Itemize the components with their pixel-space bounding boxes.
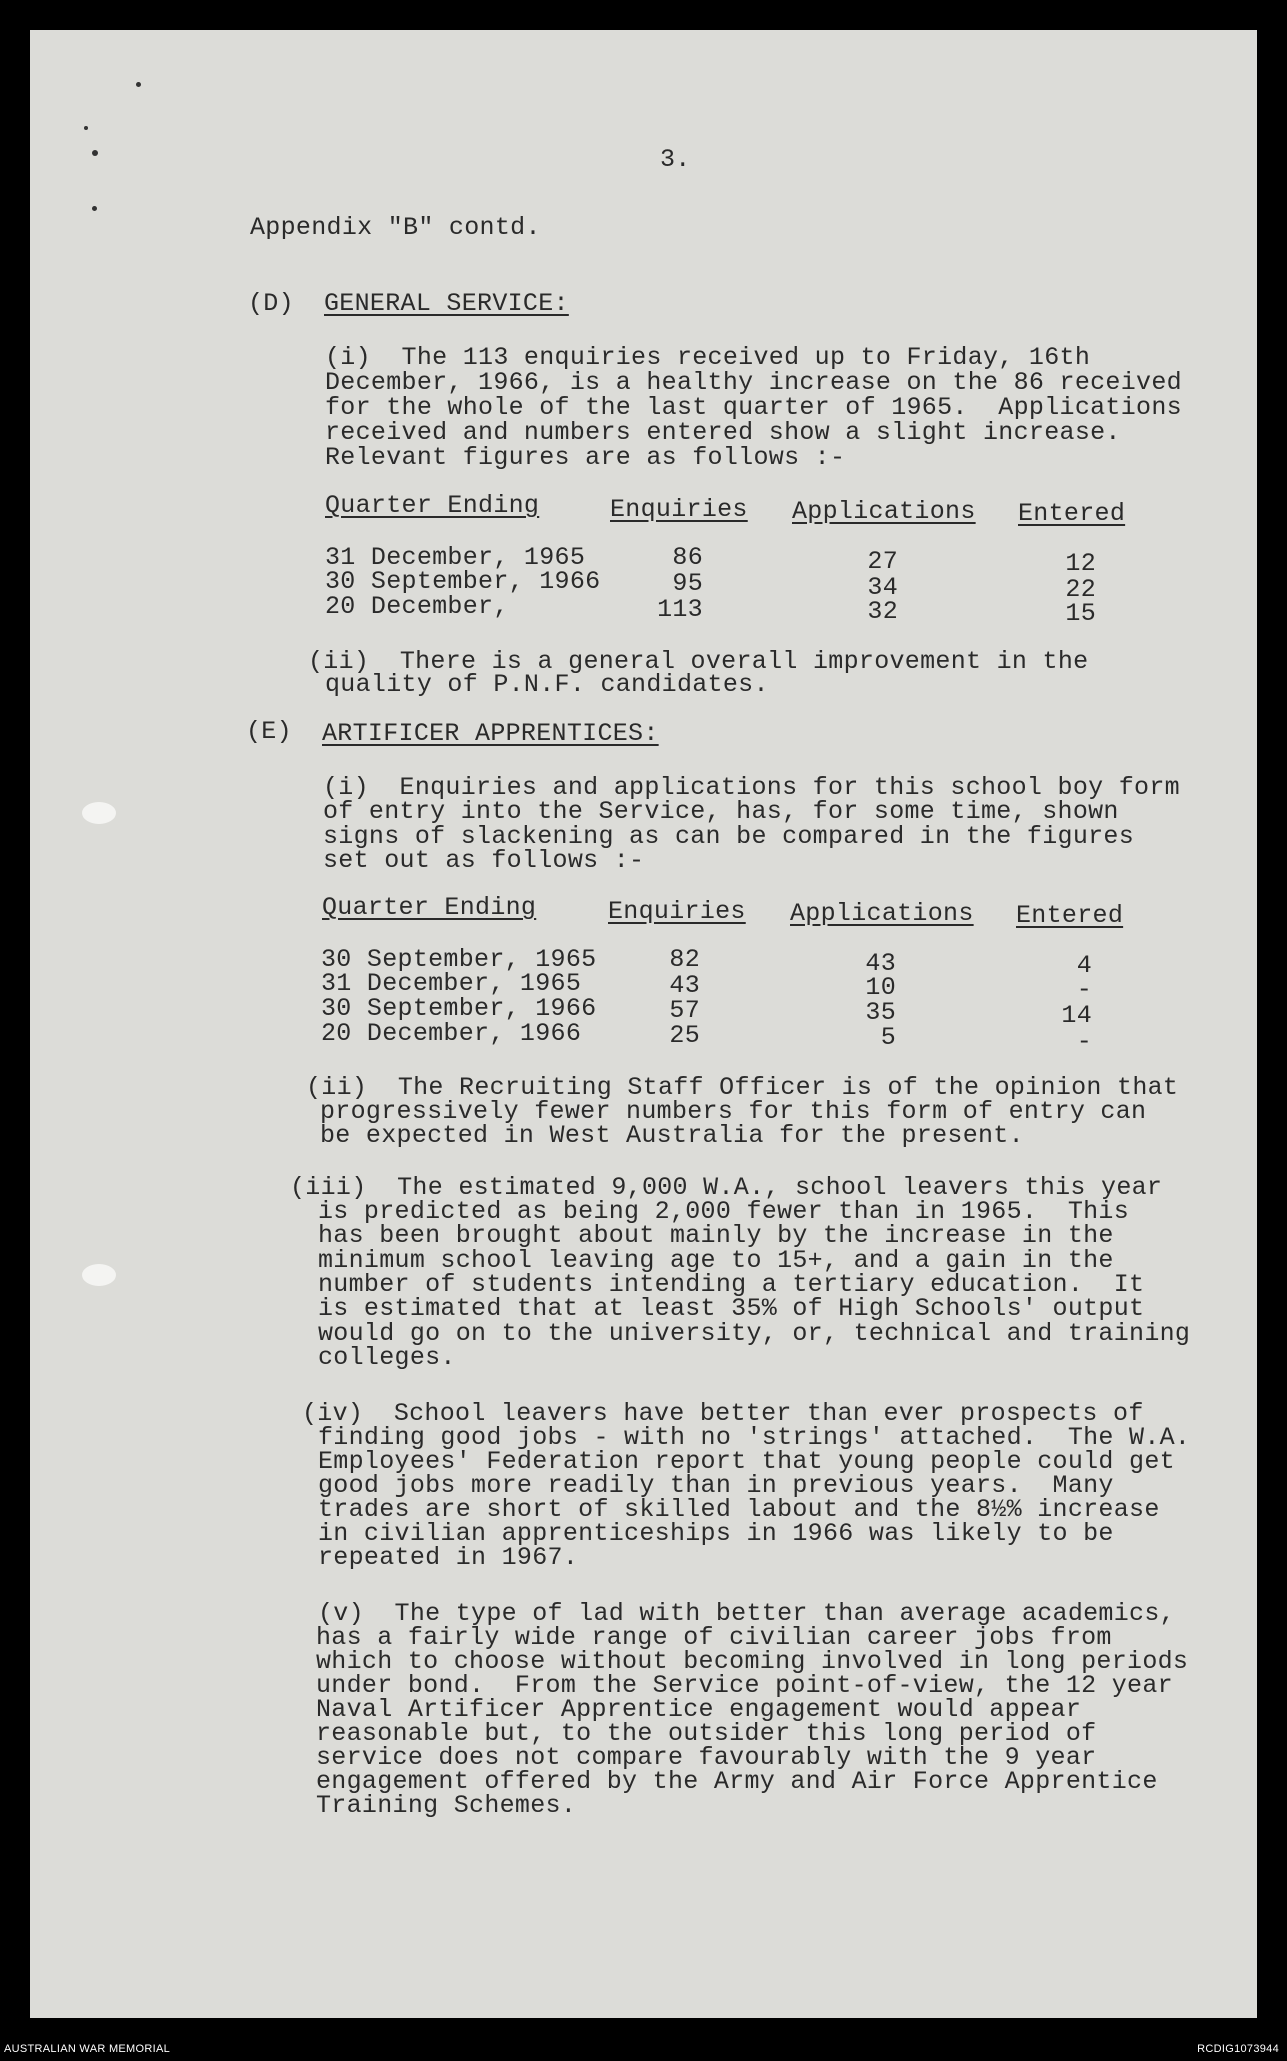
section-d-para-ii-line: quality of P.N.F. candidates. bbox=[325, 670, 769, 699]
section-e-para-v-line: under bond. From the Service point-of-view, the 12 year bbox=[316, 1671, 1173, 1700]
section-e-para-iv-line: (iv) School leavers have better than ever prospects of bbox=[302, 1399, 1144, 1428]
section-e-para-ii-line: progressively fewer numbers for this form of entry can bbox=[320, 1097, 1147, 1126]
section-e-para-iv-line: good jobs more readily than in previous years. Many bbox=[318, 1471, 1114, 1500]
paper-mark bbox=[84, 126, 88, 130]
table-e-cell: 30 September, 1966 bbox=[321, 994, 597, 1023]
section-d-para-i-line: for the whole of the last quarter of 1965. Applications bbox=[325, 393, 1182, 422]
table-d-cell: 30 September, 1966 bbox=[325, 567, 601, 596]
section-e-para-v-line: reasonable but, to the outsider this long period of bbox=[316, 1719, 1097, 1748]
appendix-heading: Appendix "B" contd. bbox=[250, 213, 541, 242]
section-e-para-iii-line: number of students intending a tertiary education. It bbox=[318, 1270, 1145, 1299]
page-number: 3. bbox=[660, 145, 691, 174]
section-e-para-ii-line: (ii) The Recruiting Staff Officer is of the opinion that bbox=[306, 1073, 1179, 1102]
section-e-para-iv-line: Employees' Federation report that young people could get bbox=[318, 1447, 1175, 1476]
table-d-cell: 95 bbox=[672, 569, 703, 598]
table-d-cell: 15 bbox=[1065, 599, 1096, 628]
table-e-header-entered: Entered bbox=[1016, 901, 1124, 930]
table-d-cell: 113 bbox=[657, 595, 703, 624]
table-d-cell: 22 bbox=[1065, 575, 1096, 604]
section-e-para-i-line: (i) Enquiries and applications for this school boy form bbox=[323, 773, 1180, 802]
table-e-cell: 35 bbox=[865, 998, 896, 1027]
section-e-title: ARTIFICER APPRENTICES: bbox=[322, 719, 659, 748]
section-e-para-i-line: of entry into the Service, has, for some time, shown bbox=[323, 797, 1119, 826]
table-e-cell: 57 bbox=[669, 996, 700, 1025]
section-e-para-ii-line: be expected in West Australia for the present. bbox=[320, 1121, 1024, 1150]
section-e-para-iii-line: is estimated that at least 35% of High Schools' output bbox=[318, 1294, 1145, 1323]
table-d-cell: 34 bbox=[867, 573, 898, 602]
section-e-para-iv-line: trades are short of skilled labout and the 8½% increase bbox=[318, 1495, 1160, 1524]
table-e-header-quarter: Quarter Ending bbox=[322, 893, 537, 922]
section-e-para-iii-line: colleges. bbox=[318, 1343, 456, 1372]
table-e-cell: 10 bbox=[865, 973, 896, 1002]
section-e-para-i-line: set out as follows :- bbox=[323, 846, 645, 875]
section-e-para-v-line: Naval Artificer Apprentice engagement would appear bbox=[316, 1695, 1082, 1724]
section-e-para-v-line: engagement offered by the Army and Air Force Apprentice bbox=[316, 1767, 1158, 1796]
section-e-para-iii-line: minimum school leaving age to 15+, and a gain in the bbox=[318, 1246, 1114, 1275]
paper-mark bbox=[136, 82, 141, 87]
section-e-para-v-line: (v) The type of lad with better than average academics, bbox=[318, 1599, 1175, 1628]
section-e-para-iii-line: has been brought about mainly by the increase in the bbox=[318, 1221, 1114, 1250]
section-e-para-i-line: signs of slackening as can be compared in the figures bbox=[323, 822, 1135, 851]
section-d-para-i-line: December, 1966, is a healthy increase on the 86 received bbox=[325, 368, 1182, 397]
table-d-cell: 27 bbox=[867, 547, 898, 576]
table-d-header-quarter: Quarter Ending bbox=[325, 491, 540, 520]
punch-hole bbox=[82, 802, 116, 824]
table-e-header-applications: Applications bbox=[790, 899, 974, 928]
table-e-cell: 31 December, 1965 bbox=[321, 969, 582, 998]
section-d-label: (D) bbox=[248, 289, 294, 318]
paper-mark bbox=[92, 150, 98, 156]
table-d-cell: 31 December, 1965 bbox=[325, 543, 586, 572]
section-e-para-iv-line: in civilian apprenticeships in 1966 was likely to be bbox=[318, 1519, 1114, 1548]
table-e-cell: 82 bbox=[669, 945, 700, 974]
footer-archive-name: AUSTRALIAN WAR MEMORIAL bbox=[4, 2043, 171, 2055]
section-d-title: GENERAL SERVICE: bbox=[324, 289, 569, 318]
table-e-cell: 43 bbox=[865, 949, 896, 978]
section-e-para-v-line: which to choose without becoming involved in long periods bbox=[316, 1647, 1189, 1676]
table-e-cell: - bbox=[1076, 1027, 1092, 1056]
table-d-header-enquiries: Enquiries bbox=[610, 495, 748, 524]
table-e-cell: 4 bbox=[1076, 951, 1092, 980]
section-e-para-iii-line: is predicted as being 2,000 fewer than in 1965. This bbox=[318, 1197, 1130, 1226]
table-e-cell: 14 bbox=[1061, 1001, 1092, 1030]
table-d-header-applications: Applications bbox=[792, 497, 976, 526]
table-e-header-enquiries: Enquiries bbox=[608, 897, 746, 926]
paper-mark bbox=[92, 206, 97, 211]
section-e-para-iv-line: finding good jobs - with no 'strings' attached. The W.A. bbox=[318, 1423, 1191, 1452]
section-d-para-i-line: Relevant figures are as follows :- bbox=[325, 443, 846, 472]
table-d-cell: 12 bbox=[1065, 549, 1096, 578]
section-e-para-iv-line: repeated in 1967. bbox=[318, 1543, 579, 1572]
table-d-cell: 86 bbox=[672, 543, 703, 572]
table-e-cell: - bbox=[1076, 975, 1092, 1004]
table-e-cell: 30 September, 1965 bbox=[321, 945, 597, 974]
table-e-cell: 20 December, 1966 bbox=[321, 1019, 582, 1048]
section-d-para-ii-line: (ii) There is a general overall improvement in the bbox=[308, 647, 1089, 676]
footer-record-id: RCDIG1073944 bbox=[1197, 2043, 1279, 2055]
table-d-cell: 32 bbox=[867, 597, 898, 626]
table-e-cell: 43 bbox=[669, 971, 700, 1000]
section-e-para-iii-line: (iii) The estimated 9,000 W.A., school leavers this year bbox=[290, 1173, 1163, 1202]
table-d-header-entered: Entered bbox=[1018, 499, 1126, 528]
punch-hole bbox=[82, 1264, 116, 1286]
section-e-para-iii-line: would go on to the university, or, technical and training bbox=[318, 1319, 1191, 1348]
table-e-cell: 5 bbox=[880, 1023, 896, 1052]
table-e-cell: 25 bbox=[669, 1021, 700, 1050]
table-d-cell: 20 December, bbox=[325, 592, 509, 621]
section-d-para-i-line: received and numbers entered show a slight increase. bbox=[325, 418, 1121, 447]
section-e-para-v-line: Training Schemes. bbox=[316, 1791, 577, 1820]
section-e-para-v-line: has a fairly wide range of civilian career jobs from bbox=[316, 1623, 1112, 1652]
section-e-label: (E) bbox=[246, 717, 292, 746]
section-d-para-i-line: (i) The 113 enquiries received up to Friday, 16th bbox=[325, 343, 1091, 372]
section-e-para-v-line: service does not compare favourably with the 9 year bbox=[316, 1743, 1097, 1772]
